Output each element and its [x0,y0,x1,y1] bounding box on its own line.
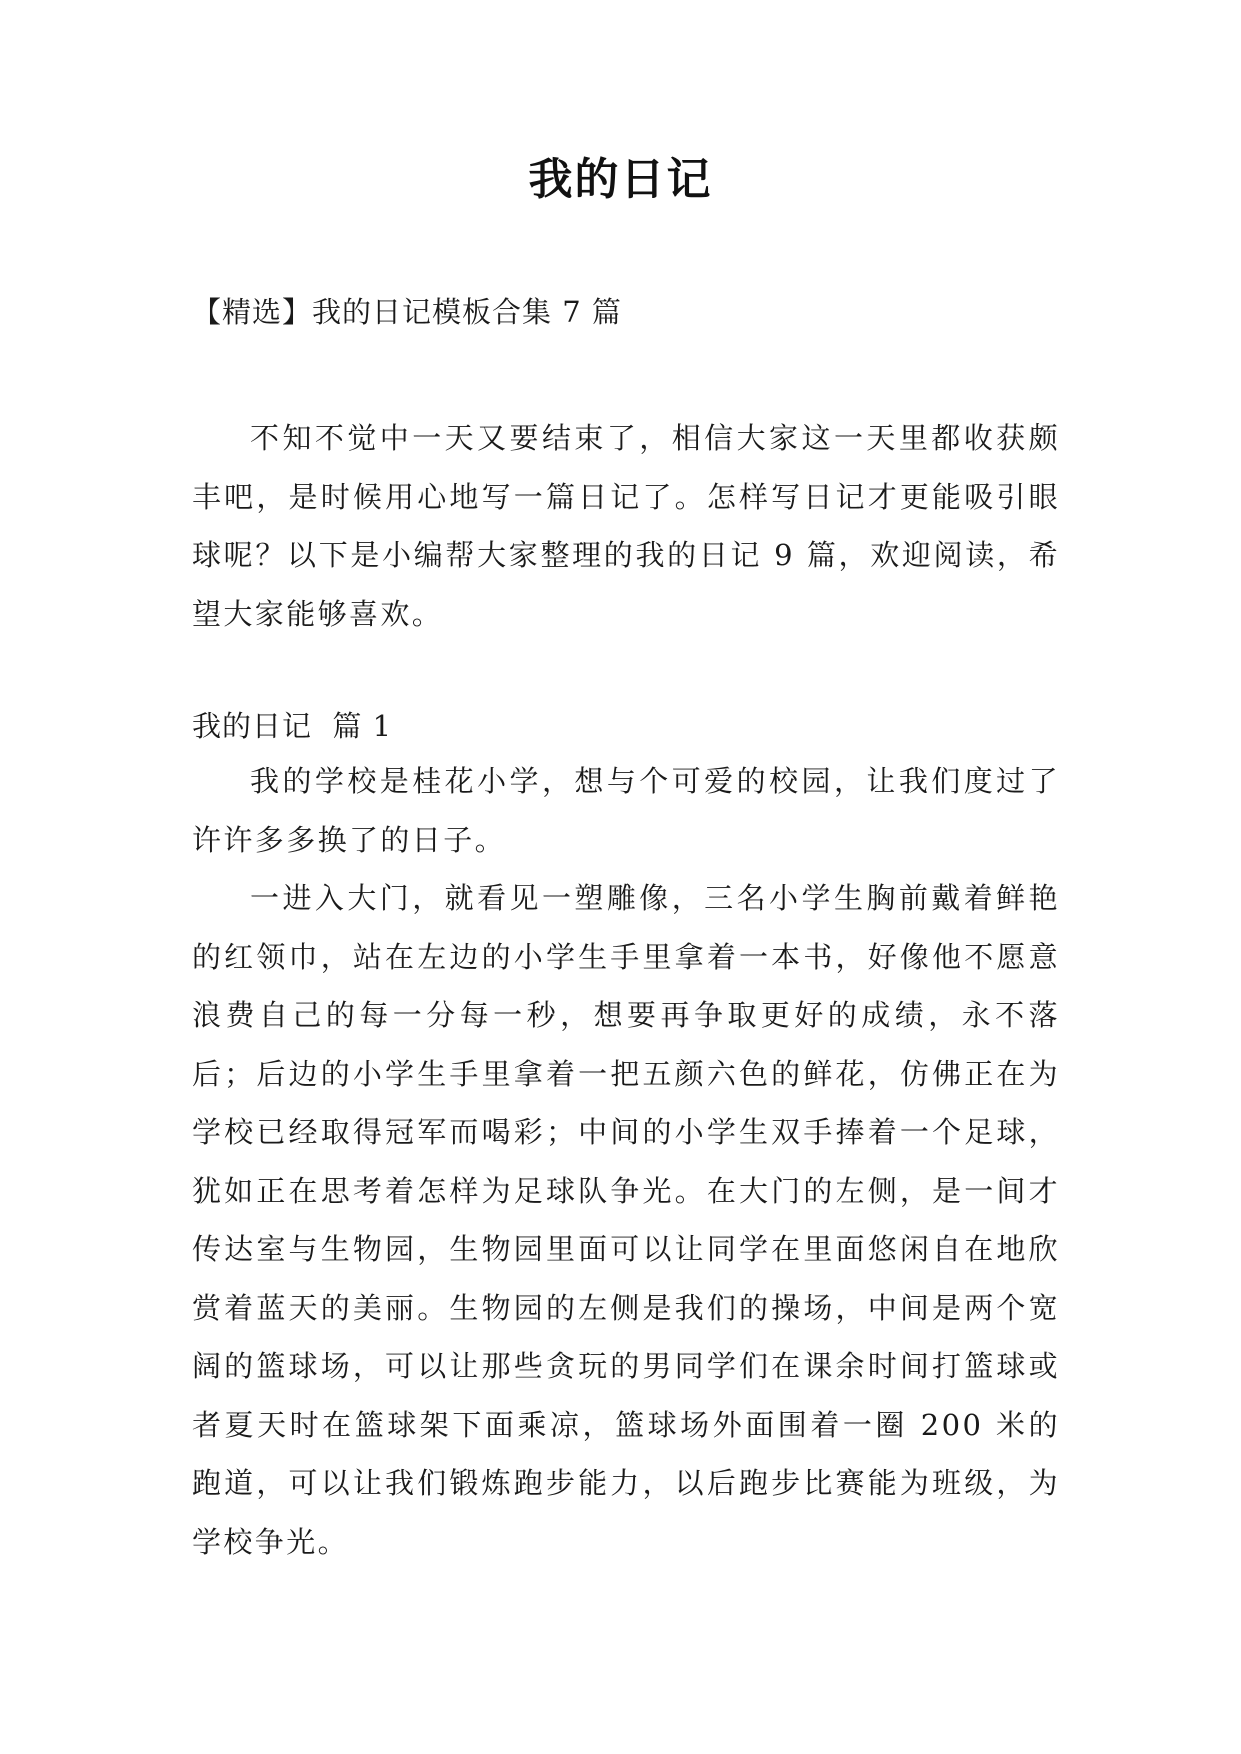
section-heading: 我的日记 篇 1 [192,709,393,743]
diary-body [192,752,1060,1571]
document-subtitle: 【精选】我的日记模板合集 7 篇 [192,295,622,329]
intro-block [192,409,1060,643]
body-paragraph: 我的学校是桂花小学，想与个可爱的校园，让我们度过了许许多多换了的日子。 [192,764,1060,857]
body-paragraph: 一进入大门，就看见一塑雕像，三名小学生胸前戴着鲜艳的红领巾，站在左边的小学生手里拿着一本书，好像他不愿意浪费自己的每一分每一秒，想要再争取更好的成绩，永不落后；后边的小学生手里拿着一把五颜六色的鲜花，仿佛正在为学校已经取得冠军而喝彩；中间的小学生双手捧着一个足球，犹如正在思考着怎样为足球队争光。在大门的左侧，是一间才传达室与生物园，生物园里面可以让同学在里面悠闲自在地欣赏着蓝天的美丽。生物园的左侧是我们的操场，中间是两个宽阔的篮球场，可以让那些贪玩的男同学们在课余时间打篮球或者夏天时在篮球架下面乘凉，篮球场外面围着一圈 200 米的跑道，可以让我们锻炼跑步能力，以后跑步比赛能为班级，为学校争光。 [192,881,1060,1559]
document-title: 我的日记 [528,154,713,205]
intro-paragraph: 不知不觉中一天又要结束了，相信大家这一天里都收获颇丰吧，是时候用心地写一篇日记了。怎样写日记才更能吸引眼球呢？以下是小编帮大家整理的我的日记 9 篇，欢迎阅读，希望大家能够喜欢。 [192,421,1060,631]
